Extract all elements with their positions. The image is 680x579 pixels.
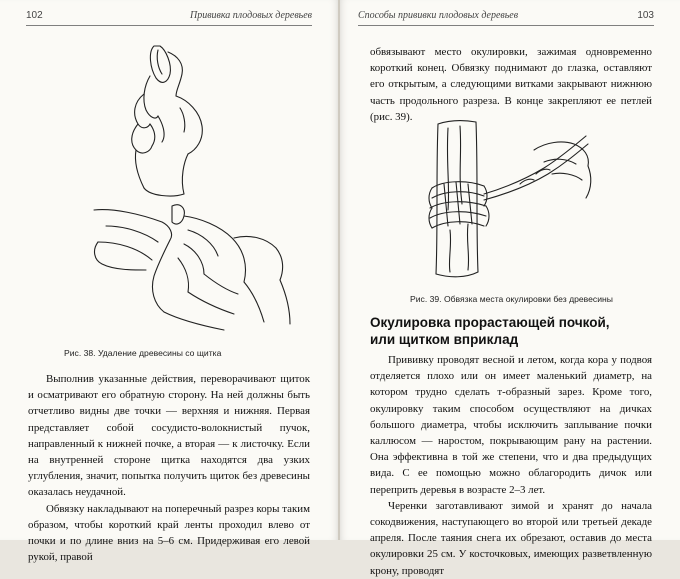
figure-38-caption: Рис. 38. Удаление древесины со щитка [64, 348, 222, 358]
left-running-header [26, 10, 312, 26]
right-paragraph-1: Прививку проводят весной и летом, когда кора у подвоя отделяется плохо или он имеет маленький диаметр, на котором трудно сделать т-образный зарез. Кроме того, окулировку таким способом осуществляют на дичках большого диаметра, чтобы исключить заплывание почки каллюсом — наростом, покрывающим рану на растении. Она эффективна в той же степени, что и два предыдущих вида. С ее помощью можно облагородить дичок или переприть деревья в возрасте 2–3 лет. [370, 354, 652, 496]
right-page [340, 0, 680, 577]
right-page-number: 103 [637, 10, 654, 21]
right-header-rule [358, 25, 654, 26]
right-intro-paragraph: обвязывают место окулировки, зажимая одновременно короткий конец. Обвязку поднимают до глазка, оставляют его открытым, а следующими витками закрывают нижнюю часть продольного разреза. В конце закрепляют ее петлей (рис. 39). [370, 46, 652, 123]
right-intro-text [370, 44, 652, 125]
right-running-header [358, 10, 654, 26]
right-body-text [370, 352, 652, 579]
right-paragraph-2: Черенки заготавливают зимой и хранят до начала сокодвижения, наступающего во второй или третьей декаде апреля. После таяния снега их обрезают, оставив до места окулировки 25 см. У косточковых, имеющих разветвленную крону, проводят [370, 499, 652, 577]
left-running-title: Прививка плодовых деревьев [189, 10, 312, 21]
figure-39-binding-illustration [424, 114, 594, 280]
upper-hand-drawing [132, 46, 203, 196]
left-page [0, 0, 338, 564]
lower-hands-drawing [94, 205, 290, 330]
binding-strip-drawing [429, 136, 588, 228]
left-paragraph-2: Обвязку накладывают на поперечный разрез коры таким образом, чтобы короткий край ленты проходил влево от почки и по длине вниз на 5–6 см. Придерживая его левой рукой, правой [28, 502, 310, 564]
left-paragraph-1: Выполнив указанные действия, переворачивают щиток и осматривают его обратную сторону. На ней должны быть отчетливо видны две точки — верхняя и нижняя. Первая представляет собой сосудисто-волокнистый пучок, направленный к нижней почке, а вторая — к листочку. Если на внутренней стороне щитка находятся два узких углубления, значит, попытка получить щиток без древесины оказалась неудачной. [28, 373, 310, 499]
figure-38-hand-illustration [84, 38, 304, 338]
left-page-number: 102 [26, 10, 43, 21]
left-body-text [28, 371, 310, 565]
figure-39-caption: Рис. 39. Обвязка места окулировки без древесины [410, 294, 613, 304]
right-running-title: Способы прививки плодовых деревьев [358, 10, 519, 21]
section-heading: Окулировка прорастающей почкой, или щитком вприклад [370, 315, 610, 347]
left-header-rule [26, 25, 312, 26]
wooden-stem-drawing [436, 121, 478, 277]
